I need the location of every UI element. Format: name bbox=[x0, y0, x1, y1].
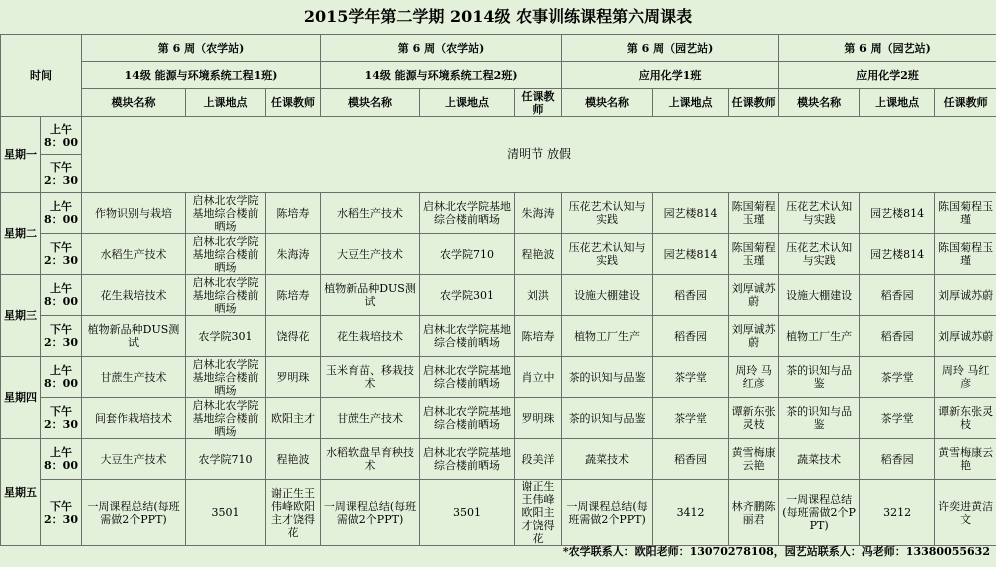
time-slot-time: 2：30 bbox=[44, 336, 78, 349]
module-name-cell: 花生栽培技术 bbox=[321, 316, 420, 357]
location-cell: 园艺楼814 bbox=[653, 193, 729, 234]
module-name-cell: 大豆生产技术 bbox=[82, 439, 186, 480]
time-slot-time: 2：30 bbox=[44, 173, 78, 187]
location-cell: 启林北农学院基地综合楼前晒场 bbox=[186, 398, 266, 439]
teacher-cell: 朱海涛 bbox=[266, 234, 321, 275]
time-slot-label bbox=[41, 234, 82, 275]
teacher-cell: 刘厚诚苏蔚 bbox=[935, 316, 996, 357]
module-name-cell: 一周课程总结(每班需做2个PPT) bbox=[82, 480, 186, 546]
schedule-row bbox=[1, 439, 996, 480]
module-name-cell: 茶的识知与品鉴 bbox=[779, 357, 860, 398]
time-header: 时间 bbox=[1, 35, 82, 117]
time-slot-period: 上午 bbox=[50, 200, 72, 213]
location-cell: 园艺楼814 bbox=[860, 193, 935, 234]
teacher-cell: 许奕进黄洁文 bbox=[935, 480, 996, 546]
location-cell: 农学院710 bbox=[420, 234, 515, 275]
teacher-cell: 刘洪 bbox=[515, 275, 562, 316]
location-cell: 3212 bbox=[860, 480, 935, 546]
time-slot-label bbox=[41, 439, 82, 480]
module-name-cell: 甘蔗生产技术 bbox=[321, 398, 420, 439]
class-name-header: 14级 能源与环境系统工程2班) bbox=[321, 62, 562, 89]
time-slot-label bbox=[41, 398, 82, 439]
teacher-cell: 周玲 马红彦 bbox=[935, 357, 996, 398]
class-week-header: 第 6 周（农学站) bbox=[321, 35, 562, 62]
location-cell: 园艺楼814 bbox=[653, 234, 729, 275]
time-slot-period: 下午 bbox=[50, 160, 72, 174]
teacher-cell: 林齐鹏陈丽君 bbox=[729, 480, 779, 546]
module-name-cell: 压花艺术认知与实践 bbox=[779, 234, 860, 275]
teacher-cell: 陈培寿 bbox=[515, 316, 562, 357]
teacher-cell: 段美洋 bbox=[515, 439, 562, 480]
time-slot-time: 2：30 bbox=[44, 254, 78, 267]
time-slot-label bbox=[41, 480, 82, 546]
class-week-header: 第 6 周（农学站) bbox=[82, 35, 321, 62]
module-name-cell: 茶的识知与品鉴 bbox=[562, 357, 653, 398]
time-slot-label bbox=[41, 357, 82, 398]
class-name-header: 14级 能源与环境系统工程1班) bbox=[82, 62, 321, 89]
column-header: 上课地点 bbox=[860, 89, 935, 117]
teacher-cell: 陈国菊程玉瑾 bbox=[935, 193, 996, 234]
teacher-cell: 谭新东张灵枝 bbox=[729, 398, 779, 439]
column-header: 上课地点 bbox=[420, 89, 515, 117]
column-header: 任课教师 bbox=[515, 89, 562, 117]
day-label: 星期二 bbox=[1, 193, 41, 275]
module-name-cell: 植物工厂生产 bbox=[562, 316, 653, 357]
teacher-cell: 刘厚诚苏蔚 bbox=[729, 275, 779, 316]
schedule-row bbox=[1, 117, 996, 155]
column-header: 任课教师 bbox=[729, 89, 779, 117]
module-name-cell: 甘蔗生产技术 bbox=[82, 357, 186, 398]
teacher-cell: 刘厚诚苏蔚 bbox=[729, 316, 779, 357]
location-cell: 3501 bbox=[186, 480, 266, 546]
class-name-header: 应用化学1班 bbox=[562, 62, 779, 89]
teacher-cell: 黄雪梅康云艳 bbox=[935, 439, 996, 480]
teacher-cell: 谢正生王伟峰欧阳主才饶得花 bbox=[515, 480, 562, 546]
teacher-cell: 谢正生王伟峰欧阳主才饶得花 bbox=[266, 480, 321, 546]
day-label: 星期五 bbox=[1, 439, 41, 546]
location-cell: 稻香园 bbox=[860, 439, 935, 480]
module-name-cell: 间套作栽培技术 bbox=[82, 398, 186, 439]
location-cell: 稻香园 bbox=[653, 439, 729, 480]
schedule-row bbox=[1, 357, 996, 398]
class-name-header: 应用化学2班 bbox=[779, 62, 996, 89]
location-cell: 茶学堂 bbox=[653, 357, 729, 398]
time-slot-time: 8：00 bbox=[44, 377, 78, 390]
column-header: 上课地点 bbox=[653, 89, 729, 117]
location-cell: 启林北农学院基地综合楼前晒场 bbox=[420, 193, 515, 234]
time-slot-time: 8：00 bbox=[44, 135, 78, 149]
column-header: 任课教师 bbox=[935, 89, 996, 117]
module-name-cell: 水稻软盘旱育秧技术 bbox=[321, 439, 420, 480]
teacher-cell: 程艳波 bbox=[266, 439, 321, 480]
time-slot-time: 8：00 bbox=[44, 213, 78, 226]
teacher-cell: 程艳波 bbox=[515, 234, 562, 275]
class-week-header: 第 6 周（园艺站) bbox=[562, 35, 779, 62]
schedule-row bbox=[1, 316, 996, 357]
time-slot-time: 2：30 bbox=[44, 418, 78, 431]
location-cell: 稻香园 bbox=[860, 275, 935, 316]
column-header: 任课教师 bbox=[266, 89, 321, 117]
time-slot-label bbox=[41, 316, 82, 357]
module-name-cell: 茶的识知与品鉴 bbox=[779, 398, 860, 439]
header-row-class bbox=[1, 62, 996, 89]
location-cell: 稻香园 bbox=[653, 275, 729, 316]
teacher-cell: 罗明珠 bbox=[515, 398, 562, 439]
day-label: 星期三 bbox=[1, 275, 41, 357]
teacher-cell: 罗明珠 bbox=[266, 357, 321, 398]
time-slot-period: 上午 bbox=[50, 122, 72, 136]
class-week-header: 第 6 周（园艺站) bbox=[779, 35, 996, 62]
module-name-cell: 设施大棚建设 bbox=[562, 275, 653, 316]
location-cell: 农学院710 bbox=[186, 439, 266, 480]
module-name-cell: 作物识别与栽培 bbox=[82, 193, 186, 234]
time-slot-period: 上午 bbox=[50, 446, 72, 459]
module-name-cell: 水稻生产技术 bbox=[321, 193, 420, 234]
module-name-cell: 玉米育苗、移栽技术 bbox=[321, 357, 420, 398]
module-name-cell: 压花艺术认知与实践 bbox=[562, 234, 653, 275]
module-name-cell: 水稻生产技术 bbox=[82, 234, 186, 275]
schedule-table bbox=[0, 34, 996, 546]
day-label: 星期一 bbox=[1, 117, 41, 193]
schedule-row bbox=[1, 398, 996, 439]
time-slot-period: 下午 bbox=[50, 241, 72, 254]
location-cell: 3501 bbox=[420, 480, 515, 546]
module-name-cell: 一周课程总结(每班需做2个PPT) bbox=[321, 480, 420, 546]
location-cell: 启林北农学院基地综合楼前晒场 bbox=[420, 357, 515, 398]
location-cell: 3412 bbox=[653, 480, 729, 546]
time-slot-period: 下午 bbox=[50, 405, 72, 418]
location-cell: 启林北农学院基地综合楼前晒场 bbox=[186, 357, 266, 398]
teacher-cell: 陈培寿 bbox=[266, 193, 321, 234]
module-name-cell: 压花艺术认知与实践 bbox=[779, 193, 860, 234]
holiday-notice: 清明节 放假 bbox=[82, 117, 996, 193]
time-slot-time: 8：00 bbox=[44, 295, 78, 308]
location-cell: 农学院301 bbox=[186, 316, 266, 357]
teacher-cell: 饶得花 bbox=[266, 316, 321, 357]
teacher-cell: 朱海涛 bbox=[515, 193, 562, 234]
time-slot-period: 上午 bbox=[50, 282, 72, 295]
location-cell: 农学院301 bbox=[420, 275, 515, 316]
time-slot-period: 下午 bbox=[50, 499, 72, 513]
time-slot-label bbox=[41, 193, 82, 234]
location-cell: 启林北农学院基地综合楼前晒场 bbox=[420, 398, 515, 439]
location-cell: 稻香园 bbox=[860, 316, 935, 357]
location-cell: 园艺楼814 bbox=[860, 234, 935, 275]
location-cell: 启林北农学院基地综合楼前晒场 bbox=[420, 439, 515, 480]
column-header: 模块名称 bbox=[321, 89, 420, 117]
teacher-cell: 陈培寿 bbox=[266, 275, 321, 316]
schedule-row bbox=[1, 193, 996, 234]
module-name-cell: 压花艺术认知与实践 bbox=[562, 193, 653, 234]
teacher-cell: 陈国菊程玉瑾 bbox=[935, 234, 996, 275]
schedule-row bbox=[1, 234, 996, 275]
location-cell: 茶学堂 bbox=[653, 398, 729, 439]
teacher-cell: 周玲 马红彦 bbox=[729, 357, 779, 398]
time-slot-label bbox=[41, 155, 82, 193]
module-name-cell: 茶的识知与品鉴 bbox=[562, 398, 653, 439]
teacher-cell: 欧阳主才 bbox=[266, 398, 321, 439]
time-slot-period: 上午 bbox=[50, 364, 72, 377]
module-name-cell: 一周课程总结(每班需做2个PPT) bbox=[562, 480, 653, 546]
location-cell: 启林北农学院基地综合楼前晒场 bbox=[186, 234, 266, 275]
module-name-cell: 设施大棚建设 bbox=[779, 275, 860, 316]
day-label: 星期四 bbox=[1, 357, 41, 439]
location-cell: 启林北农学院基地综合楼前晒场 bbox=[186, 275, 266, 316]
teacher-cell: 陈国菊程玉瑾 bbox=[729, 193, 779, 234]
location-cell: 茶学堂 bbox=[860, 398, 935, 439]
schedule-row bbox=[1, 480, 996, 546]
module-name-cell: 花生栽培技术 bbox=[82, 275, 186, 316]
header-row-week bbox=[1, 35, 996, 62]
time-slot-label bbox=[41, 117, 82, 155]
module-name-cell: 蔬菜技术 bbox=[562, 439, 653, 480]
teacher-cell: 黄雪梅康云艳 bbox=[729, 439, 779, 480]
teacher-cell: 刘厚诚苏蔚 bbox=[935, 275, 996, 316]
column-header: 上课地点 bbox=[186, 89, 266, 117]
location-cell: 启林北农学院基地综合楼前晒场 bbox=[186, 193, 266, 234]
time-slot-time: 2：30 bbox=[44, 512, 78, 526]
time-slot-period: 下午 bbox=[50, 323, 72, 336]
location-cell: 稻香园 bbox=[653, 316, 729, 357]
time-slot-time: 8：00 bbox=[44, 459, 78, 472]
module-name-cell: 植物新品种DUS测试 bbox=[82, 316, 186, 357]
module-name-cell: 一周课程总结(每班需做2个PPT) bbox=[779, 480, 860, 546]
column-header: 模块名称 bbox=[562, 89, 653, 117]
teacher-cell: 肖立中 bbox=[515, 357, 562, 398]
location-cell: 启林北农学院基地综合楼前晒场 bbox=[420, 316, 515, 357]
schedule-row bbox=[1, 275, 996, 316]
module-name-cell: 植物新品种DUS测试 bbox=[321, 275, 420, 316]
module-name-cell: 植物工厂生产 bbox=[779, 316, 860, 357]
location-cell: 茶学堂 bbox=[860, 357, 935, 398]
column-header: 模块名称 bbox=[82, 89, 186, 117]
column-header: 模块名称 bbox=[779, 89, 860, 117]
header-row-columns bbox=[1, 89, 996, 117]
schedule-title: 2015学年第二学期 2014级 农事训练课程第六周课表 bbox=[303, 7, 693, 26]
time-slot-label bbox=[41, 275, 82, 316]
teacher-cell: 谭新东张灵枝 bbox=[935, 398, 996, 439]
module-name-cell: 蔬菜技术 bbox=[779, 439, 860, 480]
contact-footer: *农学联系人：欧阳老师：13070278108，园艺站联系人：冯老师：13380055632 bbox=[562, 545, 990, 558]
teacher-cell: 陈国菊程玉瑾 bbox=[729, 234, 779, 275]
module-name-cell: 大豆生产技术 bbox=[321, 234, 420, 275]
